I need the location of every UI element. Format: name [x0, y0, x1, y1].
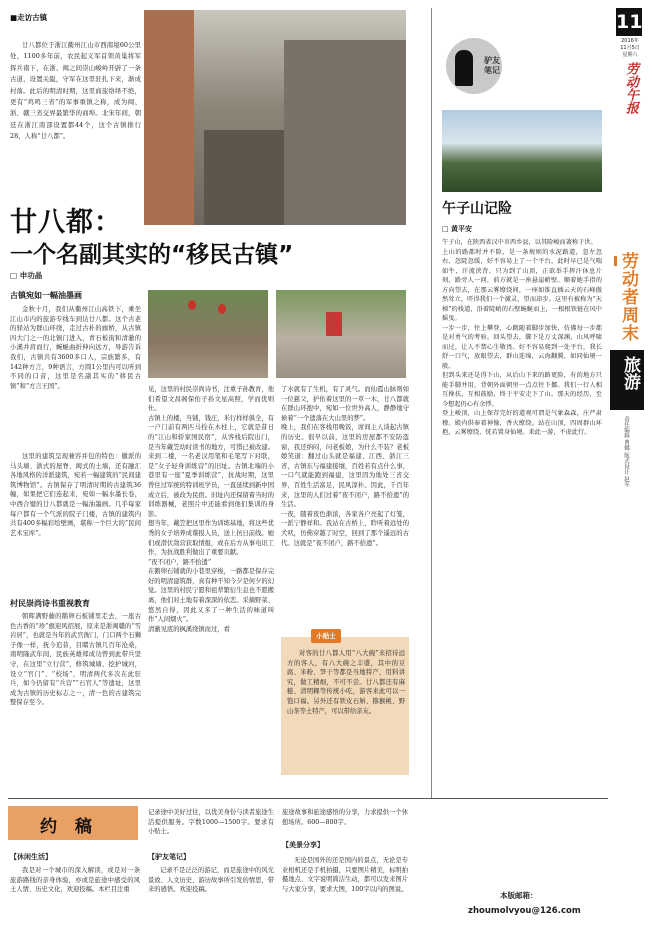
tip-label: 小贴士	[311, 629, 341, 643]
lead-paragraph: 廿八都位于浙江衢州江山市西南境60公里处，1100多年前，农民起义军首领黄巢将军挥兵南下，在浙、闽之间崇山峻岭开辟了一条古道，设置关隘，守军在这里驻扎下来，渐成村落。此后的明清时期，这里商旅络绎不绝，更有“鸡鸣三省”的军事重镇之称，成为闽、浙、赣三省交界最繁华的商埠。北宋年间，朝廷在浙江南部设置都44个，这个古镇排行28，人称“廿八都”。	[10, 41, 141, 141]
badge-word-1: 驴友	[484, 56, 500, 65]
issue-date	[612, 38, 648, 59]
newspaper-logo: 劳动午报	[623, 62, 638, 114]
brick-tower	[144, 10, 194, 225]
page-number: 11	[616, 8, 642, 36]
top-photo	[144, 10, 406, 225]
right-banner	[606, 216, 648, 806]
banner-tag: 旅游	[620, 356, 640, 390]
lantern-icon	[218, 304, 226, 314]
date-weekday: 星期六	[622, 52, 638, 58]
call-text-2a: 记录途中美好过往，以优美身份与读者旅途生活提供服务。字数1000—1500字。要求有小贴士。	[148, 809, 274, 836]
column-badge-text	[484, 56, 500, 76]
right-article-body: 午子山，在陕西省汉中市西乡县，以其险峻而著称于世。 上山的路都时并不险，是一条规则的水泥路道，忽左忽右，忽陡忽缓，好不容易上了一个平台，此时早已是气喘如牛，汗流浃背。只为到了山顶，正欲举手挥汗休息片刻，路旁人一问，前方就是一座悬崖峭壁。顺着她手指的方向望去，在那云雾缭绕间，一座如锥直插云天的石峰傲然耸立，吓得我们一个激灵，望而却步。这里有被称为“天梯”的栈道，沿着陡峭的石壁蜿蜒而上，一根根铁链在风中摇曳。 一步一步，往上攀登，心跳随着脚步加快，仿佛每一步都是对勇气的考验。回头望去，脚下是万丈深渊，山风呼啸而过，让人不禁心生敬畏。好不容易爬到一处平台，我长舒一口气，放眼望去，群山连绵，云海翻腾，如同仙境一般。 但到头来还是得下山，从后山下来的路更险，有的地方只能手脚并用，背朝外面朝里一点点往下挪。我们一行人相互搀扶，互相鼓励，终于平安走下了山。那天的经历，至今想起仍心有余悸。 登上峻顶，山上保存完好的道观可谓是气象森森，庄严肃穆。殿内供奉着神像，香火缭绕。站在山顶，四周群山环抱，云雾缭绕，恍若置身仙境。来此一游，不虚此行。	[442, 239, 602, 436]
banner-credits: 责任编辑 曹娜 版式设计 赵军	[623, 416, 629, 488]
call-text-3a: 旅途故事和旅途感悟的分享，力求提供一个休憩场所。600—800字。	[282, 809, 408, 826]
col2-body: 见，这里的村民崇尚诗书，注重子孙教育，他们希望文昌阁保佑子孙文星高照，学而优则仕。 古镇上的楼，当铺，钱庄，米行样样俱全，有一户门前有两匹马拴在木柱上，它就是昔日的“江山和轿家国民宿”，从客栈后院出门，是当年戴笠幼时读书的地方，可惜已被改建。来到二楼，一名老汉用笔和毛笔写下对联，是“女子轻身训练营”的旧址。古镇北端的小巷里有一座“夏季训练营”，抗战时期，这里曾住过军统的特训班学员，一直延续到新中国成立后，被改为民宿。旧址内还保留着当时的训练器械，老照片中还能看到他们集训的身影。 想当年，戴笠把这里作为训练基地，将这些优秀的女子培养成谍报人员，送上抗日前线。她们或潜伏敌营获取情报，或在后方从事电讯工作，为抗战胜利做出了重要贡献。 “夜不闭户，路不拾遗” 在鹅卵石铺就的小巷里穿梭，一路都是保存完好的明清建筑群，真有种不知今夕是何夕的幻觉。这里的村民宁愿和祖辈繁衍生息也不愿搬离，他们对土地有着深深的依恋。采摘野菜、悠然自得，因此又多了一种生活的味道叫作“人间烟火”。 清澈见底的枫溪绕镇而过，看	[148, 386, 274, 633]
column-divider	[431, 8, 432, 798]
tip-text: 对客的廿八都人用“八大碗”来招待远方的客人，有八大碗之丰盛，其中的豆腐、米粉、笋干等都是当地特产，用料讲究，做工精细，不可不尝。廿八都还有麻糍、清明粿等传统小吃，游客来此可以一饱口福。另外还有铁皮石斛、猕猴桃、野山茶等土特产，可以带给亲友。	[287, 650, 405, 715]
mountain-photo	[442, 110, 602, 192]
bottom-rule	[8, 798, 608, 799]
vendor-figure	[326, 312, 342, 336]
headline-line2: 一个名副其实的“移民古镇”	[10, 242, 294, 268]
banner-title: 劳动者周末	[618, 252, 638, 342]
call-text-1: 我是对一个城市的深入解读，或是对一条旅游路线的亲身体验，亦或是旅途中感受的风土人情、历史文化，欢迎投稿。本栏目注重	[10, 867, 140, 894]
col1-para-a: 金秋十月，我们从衢州江山高铁下，乘坐江山市内的旅游专线车到达廿八都。这个古老的驿站为群山环绕，走过古朴的廊桥，从古镇四大门之一的北镇门进入，青石板街和清澈的小溪并肩而行，蜿蜒曲折伸向远方，导游告诉我们，古镇共有3600多口人，宗族繁多，有142种方言，9种语言，方圆1公里内可以听到不同的口音，这里是名副其实的“移民古镇”和“方言王国”。	[10, 306, 141, 390]
tip-box	[281, 632, 409, 775]
lantern-icon	[188, 300, 196, 310]
date-year: 2016年	[621, 38, 639, 44]
old-building	[284, 40, 406, 225]
call-text-3: 无论是国外的还是国内的景点，无论是专业相机还是手机拍摄，只要图片精美，标明拍摄地点、文字说明简洁生动，都可以发来图片与大家分享，要求大图，100字以内的图说。	[282, 857, 408, 893]
badge-word-2: 笔记	[484, 66, 500, 75]
mailbox-address[interactable]: zhoumolvyou@126.com	[468, 906, 581, 916]
section-label: ■走访古镇	[10, 13, 48, 22]
vendor-photo	[276, 290, 406, 378]
call-title: 约 稿	[40, 817, 98, 837]
date-day: 11月5日	[620, 45, 640, 51]
col3-body: 了水就有了生机，有了灵气。而仙霞山脉则如一位慈父，护佑着这里的一草一木，廿八都就在群山环抱中，宛如一位世外高人，静静地守候着“一个遗落在大山里的梦”。 晚上，我们在客栈用晚饭，席间主人谈起古镇的历史。很早以前，这里的房屋都不安防盗窗，我还纳闷，问老板娘，为什么不装？老板娘笑道：翻过山头就是福建、江西、浙江三省，古镇东与福建接壤，百姓若有点什么事，一口气就能跑到福建，这里因为地处三省交界，百姓生活富足，民风淳朴。因此，千百年来，这里的人们过着“夜不闭户，路不拾遗”的生活。 一夜，随着夜色渐浓，各家各户亮起了灯笼，一派宁静祥和。我站在古桥上，聆听着远处的犬吠，仿佛穿越了时空，回到了那个遥远的古代。这就是“夜不闭户，路不拾遗”。	[281, 386, 409, 547]
subhead-1: 古镇宛如一幅油墨画	[10, 291, 82, 300]
call-cat-3: 【美景分享】	[282, 841, 324, 849]
lantern-street-photo	[148, 290, 268, 378]
col1-para-b: 这里的建筑呈现兼容并包的特色：徽派的马头墙、浙式的屋脊、闽式的土墙，还有融汇各地风格的洋派建筑，宛若一幅建筑的“民间建筑博物馆”。古镇保存了明清时期的古建筑36幢，如果把它们连起来，宛如一幅水墨长卷，中西合璧的廿八都就是一幅油墨画。几乎每家每户都有一个气派的院子门楼，古镇的建筑内共有400多幅彩绘壁画，堪称一个巨大的“民间艺术宝库”。	[10, 453, 141, 537]
call-cat-2: 【驴友笔记】	[148, 853, 190, 861]
col1-para-c: 朝晖满野藤的鹅卵石板铺里走去，一座古色古香的“珍”旗迎风招展，原来是浙闽赣的“雪岩居”，也就是当年的武官衙门，门口两个石狮子像一样，抚今追昔，目睹古镇几百年沧桑，南明隆武年间，民族英雄郑成功曾到此带兵坚守，在这里“立行营”，修筑城墙、挖护城河，设立“官门”、“校场”，明清两代多次在此驻兵，如今仍留有“兵营”“石官人”等遗址，这里成为古镇的历史标志之一，清一色的古建筑完整保存至今。	[10, 613, 141, 707]
right-article-byline: □ 黄平安	[442, 225, 473, 233]
call-cat-1: 【休闲生活】	[10, 853, 52, 861]
hiker-icon	[455, 50, 473, 86]
street-shade	[204, 130, 284, 225]
call-text-2: 记录不是泛泛的游记，而是旅途中的风光景致、人文历史、游历故事所引发的情思，带来的感悟。欢迎投稿。	[148, 867, 274, 894]
byline: □ 申功晶	[10, 271, 43, 280]
right-article-title: 午子山记险	[442, 201, 512, 217]
headline-line1: 廿八都：	[10, 207, 122, 238]
subhead-2: 村民崇尚诗书重视教育	[10, 599, 90, 608]
mailbox-label: 本版邮箱：	[500, 891, 538, 900]
